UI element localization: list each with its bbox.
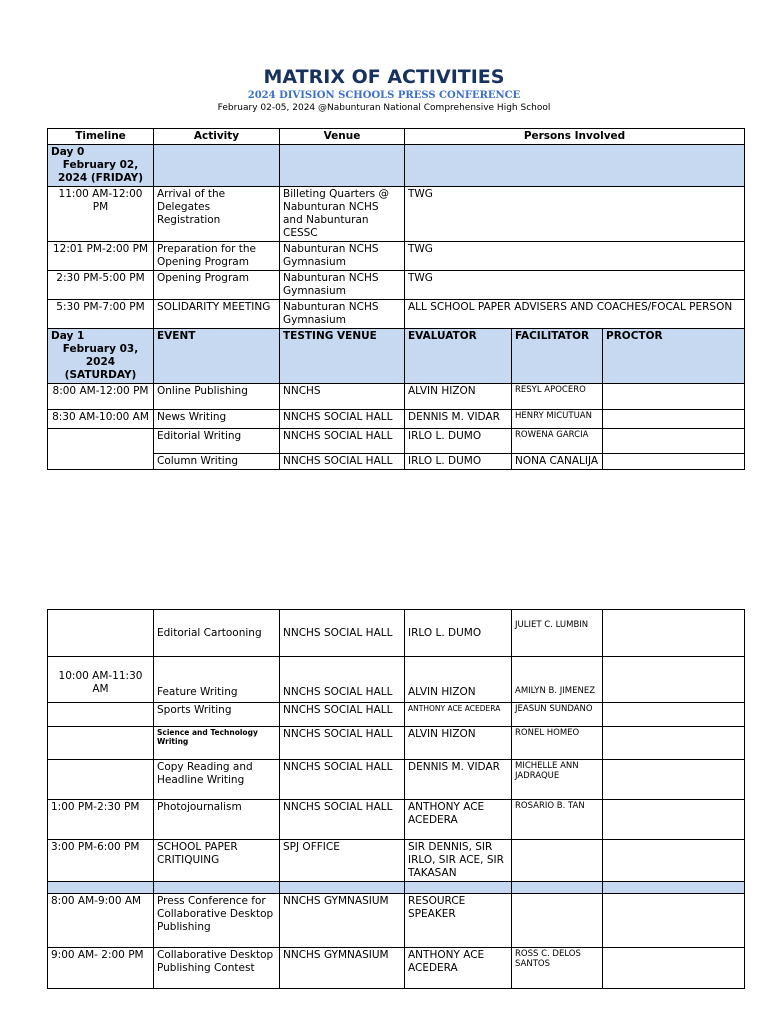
- day0-label: Day 0: [51, 146, 85, 158]
- separator-cell: [48, 882, 154, 894]
- timeline-cell: 11:00 AM-12:00 PM: [48, 187, 154, 242]
- day1-date: February 03, 2024 (SATURDAY): [62, 343, 139, 381]
- timeline-cell: 9:00 AM- 2:00 PM: [48, 948, 154, 989]
- header-event: EVENT: [154, 329, 280, 384]
- separator-cell: [405, 882, 512, 894]
- activity-cell: Opening Program: [154, 271, 280, 300]
- event-cell: Photojournalism: [154, 800, 280, 840]
- facilitator-cell: NONA CANALIJA: [512, 454, 603, 470]
- table-row: [48, 410, 745, 429]
- table-header-row: [48, 129, 745, 145]
- evaluator-cell: ALVIN HIZON: [405, 657, 512, 703]
- table-row: [48, 300, 745, 329]
- evaluator-cell: DENNIS M. VIDAR: [405, 410, 512, 429]
- proctor-cell: [603, 657, 745, 703]
- venue-cell: NNCHS SOCIAL HALL: [280, 410, 405, 429]
- facilitator-cell: RESYL APOCERO: [512, 384, 603, 410]
- timeline-cell: [48, 429, 154, 470]
- event-cell: Copy Reading and Headline Writing: [154, 760, 280, 800]
- venue-cell: NNCHS SOCIAL HALL: [280, 800, 405, 840]
- header-evaluator: EVALUATOR: [405, 329, 512, 384]
- evaluator-cell: IRLO L. DUMO: [405, 610, 512, 657]
- table-row: [48, 242, 745, 271]
- event-cell: Collaborative Desktop Publishing Contest: [154, 948, 280, 989]
- day0-empty-1: [154, 145, 280, 187]
- venue-cell: NNCHS SOCIAL HALL: [280, 657, 405, 703]
- timeline-cell: [48, 727, 154, 760]
- facilitator-cell: AMILYN B. JIMENEZ: [512, 657, 603, 703]
- venue-cell: NNCHS GYMNASIUM: [280, 948, 405, 989]
- day0-empty-3: [405, 145, 745, 187]
- proctor-cell: [603, 948, 745, 989]
- timeline-cell: 2:30 PM-5:00 PM: [48, 271, 154, 300]
- page-subtitle: 2024 DIVISION SCHOOLS PRESS CONFERENCE: [247, 90, 521, 101]
- table-row: [48, 727, 745, 760]
- table-row: [48, 271, 745, 300]
- page-dateline: February 02-05, 2024 @Nabunturan National Comprehensive High School: [217, 103, 551, 113]
- separator-cell: [512, 882, 603, 894]
- venue-cell: NNCHS: [280, 384, 405, 410]
- header-timeline: Timeline: [48, 129, 154, 145]
- proctor-cell: [603, 840, 745, 882]
- header-activity: Activity: [154, 129, 280, 145]
- event-cell: Online Publishing: [154, 384, 280, 410]
- event-cell: Sports Writing: [154, 703, 280, 727]
- activities-table-continued: [47, 609, 745, 989]
- persons-cell: TWG: [405, 242, 745, 271]
- day0-row: [48, 145, 745, 187]
- timeline-cell: 8:30 AM-10:00 AM: [48, 410, 154, 429]
- table-row: [48, 840, 745, 882]
- table-row: [48, 894, 745, 948]
- header-proctor: PROCTOR: [603, 329, 745, 384]
- evaluator-cell: RESOURCE SPEAKER: [405, 894, 512, 948]
- evaluator-cell: IRLO L. DUMO: [405, 429, 512, 454]
- timeline-cell: [48, 610, 154, 657]
- activity-cell: Arrival of the Delegates Registration: [154, 187, 280, 242]
- table-row: [48, 760, 745, 800]
- venue-cell: NNCHS SOCIAL HALL: [280, 703, 405, 727]
- event-cell: Editorial Writing: [154, 429, 280, 454]
- proctor-cell: [603, 610, 745, 657]
- event-cell: SCHOOL PAPER CRITIQUING: [154, 840, 280, 882]
- facilitator-cell: JULIET C. LUMBIN: [512, 610, 603, 657]
- timeline-cell: 1:00 PM-2:30 PM: [48, 800, 154, 840]
- facilitator-cell: JEASUN SUNDANO: [512, 703, 603, 727]
- timeline-cell: [48, 703, 154, 727]
- event-cell: News Writing: [154, 410, 280, 429]
- proctor-cell: [603, 800, 745, 840]
- venue-cell: NNCHS SOCIAL HALL: [280, 610, 405, 657]
- proctor-cell: [603, 454, 745, 470]
- table-row: [48, 948, 745, 989]
- table-row: [48, 384, 745, 410]
- proctor-cell: [603, 894, 745, 948]
- event-cell: Science and Technology Writing: [154, 727, 280, 760]
- facilitator-cell: ROWENA GARCIA: [512, 429, 603, 454]
- day1-label-cell: [48, 329, 154, 384]
- header-testing-venue: TESTING VENUE: [280, 329, 405, 384]
- timeline-cell: 12:01 PM-2:00 PM: [48, 242, 154, 271]
- evaluator-cell: SIR DENNIS, SIR IRLO, SIR ACE, SIR TAKASAN: [405, 840, 512, 882]
- venue-cell: NNCHS SOCIAL HALL: [280, 429, 405, 454]
- facilitator-cell: [512, 894, 603, 948]
- event-cell: Column Writing: [154, 454, 280, 470]
- table-row: [48, 657, 745, 703]
- activities-table-day0-day1: [47, 128, 745, 470]
- evaluator-cell: DENNIS M. VIDAR: [405, 760, 512, 800]
- venue-cell: NNCHS SOCIAL HALL: [280, 727, 405, 760]
- header-persons-involved: Persons Involved: [405, 129, 745, 145]
- proctor-cell: [603, 384, 745, 410]
- persons-cell: TWG: [405, 187, 745, 242]
- venue-cell: SPJ OFFICE: [280, 840, 405, 882]
- timeline-cell: 10:00 AM-11:30 AM: [48, 657, 154, 703]
- event-cell: Feature Writing: [154, 657, 280, 703]
- activity-cell: Preparation for the Opening Program: [154, 242, 280, 271]
- timeline-cell: 8:00 AM-9:00 AM: [48, 894, 154, 948]
- page-title: MATRIX OF ACTIVITIES: [263, 66, 505, 88]
- persons-cell: TWG: [405, 271, 745, 300]
- facilitator-cell: MICHELLE ANN JADRAQUE: [512, 760, 603, 800]
- table-row: [48, 187, 745, 242]
- day0-date: February 02, 2024 (FRIDAY): [57, 159, 144, 184]
- proctor-cell: [603, 410, 745, 429]
- facilitator-cell: ROSARIO B. TAN: [512, 800, 603, 840]
- table-row: [48, 429, 745, 454]
- header-facilitator: FACILITATOR: [512, 329, 603, 384]
- table-row: [48, 800, 745, 840]
- venue-cell: Nabunturan NCHS Gymnasium: [280, 271, 405, 300]
- timeline-cell: 5:30 PM-7:00 PM: [48, 300, 154, 329]
- activity-cell: SOLIDARITY MEETING: [154, 300, 280, 329]
- facilitator-cell: RONEL HOMEO: [512, 727, 603, 760]
- facilitator-cell: [512, 840, 603, 882]
- evaluator-cell: ANTHONY ACE ACEDERA: [405, 703, 512, 727]
- venue-cell: Billeting Quarters @ Nabunturan NCHS and Nabunturan CESSC: [280, 187, 405, 242]
- proctor-cell: [603, 727, 745, 760]
- venue-cell: NNCHS SOCIAL HALL: [280, 454, 405, 470]
- venue-cell: NNCHS SOCIAL HALL: [280, 760, 405, 800]
- proctor-cell: [603, 703, 745, 727]
- venue-cell: Nabunturan NCHS Gymnasium: [280, 242, 405, 271]
- table-row: [48, 610, 745, 657]
- evaluator-cell: IRLO L. DUMO: [405, 454, 512, 470]
- evaluator-cell: ALVIN HIZON: [405, 727, 512, 760]
- header-venue: Venue: [280, 129, 405, 145]
- persons-cell: ALL SCHOOL PAPER ADVISERS AND COACHES/FOCAL PERSON: [405, 300, 745, 329]
- venue-cell: Nabunturan NCHS Gymnasium: [280, 300, 405, 329]
- timeline-cell: 3:00 PM-6:00 PM: [48, 840, 154, 882]
- day0-empty-2: [280, 145, 405, 187]
- day1-label: Day 1: [51, 330, 85, 342]
- timeline-cell: 8:00 AM-12:00 PM: [48, 384, 154, 410]
- venue-cell: NNCHS GYMNASIUM: [280, 894, 405, 948]
- table-row: [48, 703, 745, 727]
- separator-row: [48, 882, 745, 894]
- evaluator-cell: ALVIN HIZON: [405, 384, 512, 410]
- facilitator-cell: HENRY MICUTUAN: [512, 410, 603, 429]
- proctor-cell: [603, 429, 745, 454]
- separator-cell: [603, 882, 745, 894]
- event-cell: Editorial Cartooning: [154, 610, 280, 657]
- evaluator-cell: ANTHONY ACE ACEDERA: [405, 800, 512, 840]
- separator-cell: [280, 882, 405, 894]
- timeline-cell: [48, 760, 154, 800]
- evaluator-cell: ANTHONY ACE ACEDERA: [405, 948, 512, 989]
- proctor-cell: [603, 760, 745, 800]
- event-cell: Press Conference for Collaborative Desktop Publishing: [154, 894, 280, 948]
- day0-label-cell: [48, 145, 154, 187]
- separator-cell: [154, 882, 280, 894]
- day1-header-row: [48, 329, 745, 384]
- facilitator-cell: ROSS C. DELOS SANTOS: [512, 948, 603, 989]
